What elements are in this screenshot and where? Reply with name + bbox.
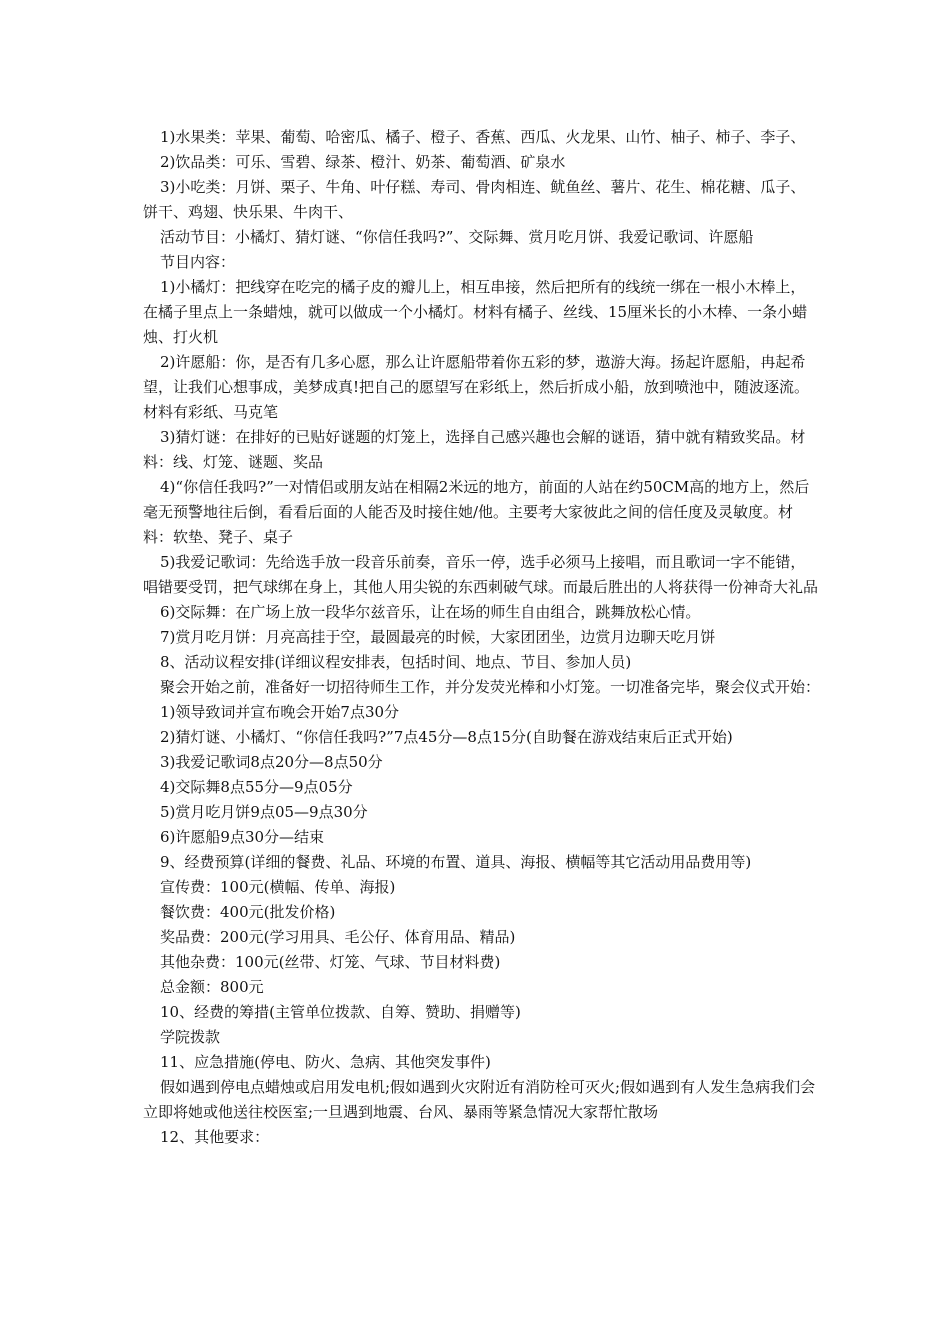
- paragraph-agenda-heading: 8、活动议程安排(详细议程安排表，包括时间、地点、节目、参加人员): [160, 653, 632, 671]
- paragraph-agenda-item-3: 3)我爱记歌词8点20分—8点50分: [160, 753, 383, 771]
- paragraph-budget-total: 总金额：800元: [160, 978, 264, 996]
- paragraph-other-requirements: 12、其他要求：: [160, 1128, 270, 1146]
- paragraph-orange-lantern: 1)小橘灯：把线穿在吃完的橘子皮的瓣儿上，相互串接，然后把所有的线统一绑在一根小木棒上，在橘子里点上一条蜡烛，就可以做成一个小橘灯。材料有橘子、丝线、15厘米长的小木棒、一条小蜡烛、打火机: [143, 278, 808, 346]
- paragraph-moon-mooncake: 7)赏月吃月饼：月亮高挂于空，最圆最亮的时候，大家团团坐，边赏月边聊天吃月饼: [160, 628, 716, 646]
- paragraph-emergency-heading: 11、应急措施(停电、防火、急病、其他突发事件): [160, 1053, 491, 1071]
- paragraph-snack-list: 3)小吃类：月饼、栗子、牛角、叶仔糕、寿司、骨肉相连、鱿鱼丝、薯片、花生、棉花糖、瓜子、饼干、鸡翅、快乐果、牛肉干、: [143, 178, 806, 221]
- paragraph-agenda-item-4: 4)交际舞8点55分—9点05分: [160, 778, 353, 796]
- paragraph-trust-game: 4)“你信任我吗?”一对情侣或朋友站在相隔2米远的地方，前面的人站在约50CM高的地方上，然后毫无预警地往后倒，看看后面的人能否及时接住她/他。主要考大家彼此之间的信任度及灵敏度。材料：软垫、凳子、桌子: [143, 478, 810, 546]
- paragraph-agenda-item-5: 5)赏月吃月饼9点05—9点30分: [160, 803, 368, 821]
- paragraph-lantern-riddles: 3)猜灯谜：在排好的已贴好谜题的灯笼上，选择自己感兴趣也会解的谜语，猜中就有精致奖品。材料：线、灯笼、谜题、奖品: [143, 428, 806, 471]
- paragraph-budget-prizes: 奖品费：200元(学习用具、毛公仔、体育用品、精品): [160, 928, 516, 946]
- paragraph-drink-list: 2)饮品类：可乐、雪碧、绿茶、橙汁、奶茶、葡萄酒、矿泉水: [160, 153, 566, 171]
- paragraph-lyrics-game: 5)我爱记歌词：先给选手放一段音乐前奏，音乐一停，选手必须马上接唱，而且歌词一字不能错，唱错要受罚，把气球绑在身上，其他人用尖锐的东西刺破气球。而最后胜出的人将获得一份神奇大礼品: [143, 553, 819, 596]
- paragraph-activity-programs: 活动节目：小橘灯、猜灯谜、“你信任我吗?”、交际舞、赏月吃月饼、我爱记歌词、许愿船: [160, 228, 754, 246]
- paragraph-emergency-measures: 假如遇到停电点蜡烛或启用发电机;假如遇到火灾附近有消防栓可灭火;假如遇到有人发生急病我们会立即将她或他送往校医室;一旦遇到地震、台风、暴雨等紧急情况大家帮忙散场: [143, 1078, 816, 1121]
- paragraph-social-dance: 6)交际舞：在广场上放一段华尔兹音乐，让在场的师生自由组合，跳舞放松心情。: [160, 603, 701, 621]
- paragraph-agenda-item-1: 1)领导致词并宣布晚会开始7点30分: [160, 703, 400, 721]
- paragraph-funding-heading: 10、经费的筹措(主管单位拨款、自筹、赞助、捐赠等): [160, 1003, 521, 1021]
- paragraph-budget-misc: 其他杂费：100元(丝带、灯笼、气球、节目材料费): [160, 953, 501, 971]
- paragraph-agenda-item-6: 6)许愿船9点30分—结束: [160, 828, 325, 846]
- paragraph-budget-catering: 餐饮费：400元(批发价格): [160, 903, 336, 921]
- paragraph-agenda-intro: 聚会开始之前，准备好一切招待师生工作，并分发荧光棒和小灯笼。一切准备完毕，聚会仪式开始：: [160, 678, 821, 696]
- paragraph-budget-heading: 9、经费预算(详细的餐费、礼品、环境的布置、道具、海报、横幅等其它活动用品费用等): [160, 853, 752, 871]
- paragraph-fruit-list: 1)水果类：苹果、葡萄、哈密瓜、橘子、橙子、香蕉、西瓜、火龙果、山竹、柚子、柿子、李子、: [160, 128, 806, 146]
- paragraph-budget-publicity: 宣传费：100元(横幅、传单、海报): [160, 878, 396, 896]
- paragraph-program-content-heading: 节目内容：: [160, 253, 236, 271]
- paragraph-funding-source: 学院拨款: [160, 1028, 221, 1046]
- paragraph-wishing-boat: 2)许愿船：你，是否有几多心愿，那么让许愿船带着你五彩的梦，遨游大海。扬起许愿船，冉起希望，让我们心想事成，美梦成真!把自己的愿望写在彩纸上，然后折成小船，放到喷池中，随波逐流。材料有彩纸、马克笔: [143, 353, 810, 421]
- paragraph-agenda-item-2: 2)猜灯谜、小橘灯、“你信任我吗?”7点45分—8点15分(自助餐在游戏结束后正式开始): [160, 728, 733, 746]
